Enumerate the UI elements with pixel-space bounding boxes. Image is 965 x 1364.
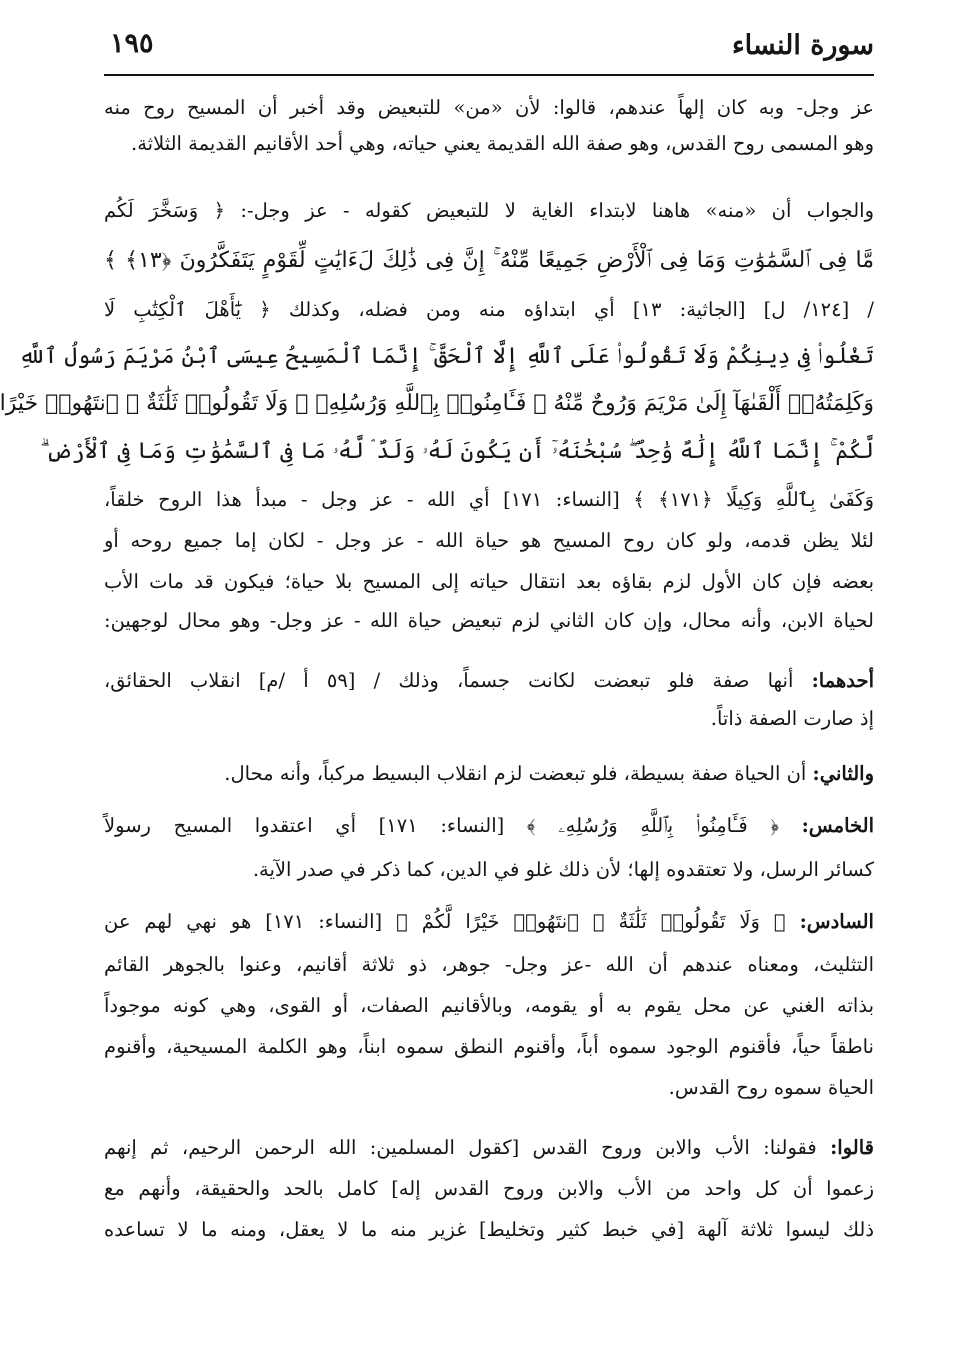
text-line: والثاني: أن الحياة صفة بسيطة، فلو تبعضت لزم انقلاب البسيط مركباً، وأنه محال. [224,762,874,785]
text-line: / [١٢٤/ ل] [الجاثية: ١٣] أي ابتداؤه منه ومن فضله، وكذلك ﴿ يَٰٓأَهْلَ ٱلْكِتَٰبِ لَا [104,298,874,321]
text-line: عز وجل- وبه كان إلهاً عندهم، قالوا: لأن «من» للتبعيض وقد أخبر أن المسيح روح منه [104,96,874,119]
quran-line: وَكَلِمَتُهُۥٓ أَلْقَىٰهَآ إِلَىٰ مَرْيَمَ وَرُوحٌ مِّنْهُ ۖ فَـَٔامِنُوا۟ بِٱللَّهِ وَرُسُلِهِۦ ۖ وَلَا تَقُولُوا۟ ثَلَٰثَةٌ ۚ ٱنتَهُوا۟ خَيْرًا [0,391,874,416]
bold-lead: أحدهما: [811,669,874,692]
surah-title: سورة النساء [731,30,874,61]
text-line: أحدهما: أنها صفة فلو تبعضت لكانت جسماً، وذلك / [٥٩ أ /م] انقلاب الحقائق، [104,669,874,692]
quran-line: مَّا فِى ٱلسَّمَٰوَٰتِ وَمَا فِى ٱلْأَرْضِ جَمِيعًا مِّنْهُ ۚ إِنَّ فِى ذَٰلِكَ لَءَايَٰتٍ لِّقَوْمٍ يَتَفَكَّرُونَ ﴿١٣﴾ ﴾ [104,248,874,273]
text-line: الخامس: ﴿ فَـَٔامِنُوا۟ بِٱللَّهِ وَرُسُلِهِۦ ﴾ [النساء: ١٧١] أي اعتقدوا المسيح رسولاً [104,814,875,837]
bold-lead: قالوا: [830,1136,874,1159]
text-line: وهو المسمى روح القدس، وهو صفة الله القديمة يعني حياته، وهي أحد الأقانيم القديمة الثلاثة. [131,132,874,155]
bold-lead: والثاني: [812,762,874,785]
text-line: التثليث، ومعناه عندهم أن الله -عز وجل- جوهر، ذو ثلاثة أقانيم، وعنوا بالجوهر القائم [104,953,874,976]
text-line: زعموا أن كل واحد من الأب والابن وروح القدس إله] كامل بالحد والحقيقة، وأنهم مع [104,1177,874,1200]
page-header [104,22,874,78]
text-line: قالوا: فقولنا: الأب والابن وروح القدس [كقول المسلمين: الله الرحمن الرحيم، ثم إنهم [104,1136,874,1159]
text-line: كسائر الرسل، ولا تعتقدوه إلها؛ لأن ذلك غلو في الدين، كما ذكر في صدر الآية. [252,858,874,881]
text-line: بذاته الغني عن محل يقوم به أو يقومه، وبالأقانيم الصفات، أو القوى، وهي كونه موجوداً [104,994,874,1017]
text-line: ناطقاً حياً، فأقنوم الوجود سموه أباً، وأقنوم النطق سموه ابناً، وهو الكلمة المسيحية، وأقنوم [104,1035,874,1058]
bold-lead: السادس: [799,910,874,933]
text-line: لئلا يظن قدمه، ولو كان روح المسيح هو حياة الله - عز وجل - لكان إما جميع روحه أو [104,529,874,552]
text-line: إذ صارت الصفة ذاتاً. [710,707,874,730]
page-number: ١٩٥ [110,28,154,59]
text-line: السادس: ﴿ وَلَا تَقُولُوا۟ ثَلَٰثَةٌ ۚ ٱنتَهُوا۟ خَيْرًا لَّكُمْ ﴾ [النساء: ١٧١] هو نهي لهم عن [104,910,874,933]
text-line: والجواب أن «منه» هاهنا لابتداء الغاية لا للتبعيض كقوله - عز وجل-: ﴿ وَسَخَّرَ لَكُم [104,199,874,222]
quran-line: لَّكُمْ ۚ إِنَّمَا ٱللَّهُ إِلَٰهٌ وَٰحِدٌ ۖ سُبْحَٰنَهُۥٓ أَن يَكُونَ لَهُۥ وَلَدٌ ۘ لَّهُۥ مَا فِى ٱلسَّمَٰوَٰتِ وَمَا فِى ٱلْأَرْضِ ۗ [40,439,874,464]
text-line: الحياة سموه روح القدس. [668,1076,874,1099]
text-line: بعضه فإن كان الأول لزم بقاؤه بعد انتقال حياته إلى المسيح بلا حياة؛ فيكون قد مات الأب [104,570,874,593]
text-line: لحياة الابن، وأنه محال، وإن كان الثاني لزم تبعيض حياة الله - عز وجل- وهو محال لوجهين: [104,609,874,632]
header-rule [104,74,874,76]
book-page [0,22,875,1241]
text-line: وَكَفَىٰ بِٱللَّهِ وَكِيلًا ﴿١٧١﴾ ﴾ [النساء: ١٧١] أي الله - عز وجل - مبدأ هذا الروح خلقاً، [104,488,874,511]
quran-line: تَغْلُوا۟ فِى دِينِكُمْ وَلَا تَقُولُوا۟ عَلَى ٱللَّهِ إِلَّا ٱلْحَقَّ ۚ إِنَّمَا ٱلْمَسِيحُ عِيسَى ٱبْنُ مَرْيَمَ رَسُولُ ٱللَّهِ [18,344,874,369]
text-line: ذلك ليسوا ثلاثة آلهة [في خبط كثير وتخليط] غزير منه ما لا يعقل، ومنه ما لا تساعده [104,1218,874,1241]
bold-lead: الخامس: [801,814,875,837]
